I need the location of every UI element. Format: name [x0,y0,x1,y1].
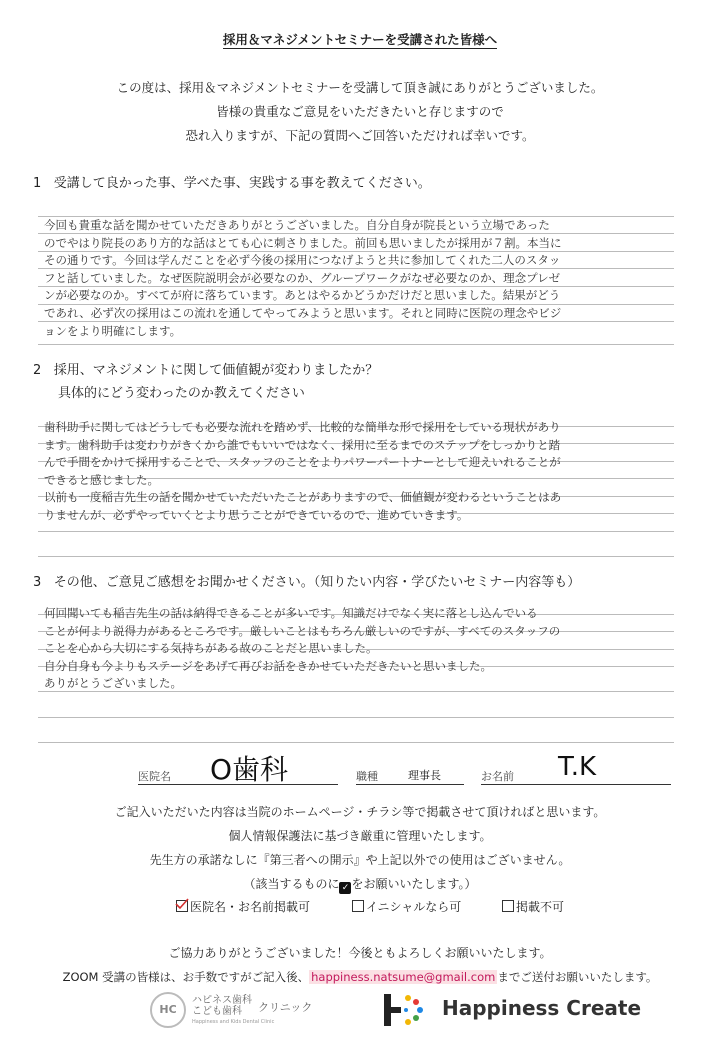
answer-1-line: その通りです。今回は学んだことを必ず今後の採用につなげようと共に参加してくれた二人のスタッ [44,253,561,268]
happiness-create-wordmark: Happiness Create [442,996,642,1020]
clinic-logo-line-2: こども歯科 [192,1006,242,1017]
answer-1-line: 今回も貴重な話を聞かせていただきありがとうございました。自分自身が院長という立場であった [44,218,550,232]
clinic-name-underline [138,784,338,785]
answer-3-line: 何回聞いても稲吉先生の話は納得できることが多いです。知識だけでなく実に落とし込んでいる [44,606,538,620]
clinic-logo-suffix: クリニック [258,1001,313,1014]
intro-line-1: この度は、採用＆マネジメントセミナーを受講して頂き誠にありがとうございました。 [116,80,604,95]
clinic-logo-tagline: Happiness and Kids Dental Clinic [192,1019,275,1025]
answer-1-line: フと話していました。なぜ医院説明会が必要なのか、グループワークがなぜ必要なのか、理念プレゼ [44,270,561,285]
answer-3-line: 自分自身も今よりもステージをあげて再びお話をきかせていただきたいと思いました。 [44,658,493,673]
answer-1-line: のでやはり院長のあり方的な話はとても心に刺さりました。前回も思いましたが採用が７割。本当に [44,235,562,250]
answer-1-line: であれ、必ず次の採用はこの流れを通してやってみようと思います。それと同時に医院の理念やビジ [44,306,562,320]
answer-2-line: できると感じました。 [44,472,159,487]
answer-2-line: んで手間をかけて採用することで、スタッフのことをよりパワーパートナーとして迎えいれることが [44,455,561,470]
answer-line [38,344,674,345]
answer-3-line: ことを心から大切にする気持ちがある故のことだと思いました。 [44,641,378,656]
check-instruction: （該当するものに ✓ をお願いいたします。） [243,877,477,893]
answer-1-line: ョンをより明確にします。 [44,323,182,338]
answer-3-line: ことが何より説得力があるところです。厳しいことはもちろん厳しいのですが、すべてのスタッフの [44,623,561,638]
option-initials-ok[interactable]: イニシャルなら可 [352,898,461,915]
answer-2-line: 以前も一度稲吉先生の話を聞かせていただいたことがありますので、価値観が変わるということはあ [44,490,562,505]
checkbox-checked-icon[interactable] [176,900,188,912]
intro-line-3: 恐れ入りますが、下記の質問へご回答いただければ幸いです。 [185,128,535,143]
answer-2-line: ます。歯科助手は変わりがきくから誰でもいいではなく、採用に至るまでのステップをしっかりと踏 [44,437,561,452]
name-value: T.K [558,752,597,782]
option-clinic-name-ok[interactable]: 医院名・お名前掲載可 [176,898,310,915]
question-3: 3 その他、ご意見ご感想をお聞かせください。（知りたい内容・学びたいセミナー内容等も） [33,575,581,590]
clinic-name-label: 医院名 [138,770,171,783]
clinic-logo [150,990,330,1030]
name-label: お名前 [481,770,514,783]
happiness-create-mark-icon [382,992,434,1028]
answer-1-line: ンが必要なのか。すべてが府に落ちています。あとはやるかどうかだけだと思いました。結果がどう [44,288,561,303]
email-link[interactable]: happiness.natsume@gmail.com [311,970,496,984]
answer-2-line: りませんが、必ずやっていくとより思うことができているので、進めていきます。 [44,508,469,522]
role-value: 理事長 [408,769,441,782]
notice-line-3: 先生方の承諾なしに『第三者への開示』や上記以外での使用はございません。 [149,853,571,867]
answer-line [38,717,674,718]
checkbox-icon[interactable] [352,900,364,912]
clinic-logo-line-1: ハピネス歯科 [192,995,252,1006]
notice-line-1: ご記入いただいた内容は当院のホームページ・チラシ等で掲載させて頂ければと思います。 [114,805,606,819]
intro-line-2: 皆様の貴重なご意見をいただきたいと存じますので [216,104,504,119]
page-title: 採用＆マネジメントセミナーを受講された皆様へ [222,32,498,47]
clinic-emblem-icon: HC [150,992,186,1028]
red-check-icon [175,898,189,910]
zoom-instruction: ZOOM 受講の皆様は、お手数ですがご記入後、 happiness.natsume@gmail.com までご送付お願いいたします。 [62,970,658,984]
option-not-allowed[interactable]: 掲載不可 [502,898,564,915]
checkbox-icon[interactable] [502,900,514,912]
answer-line [38,742,674,743]
role-underline [356,784,464,785]
role-label: 職種 [356,770,378,783]
name-underline [481,784,671,785]
answer-2-line: 歯科助手に関してはどうしても必要な流れを踏めず、比較的な簡単な形で採用をしている現状があり [44,420,561,434]
clinic-name-value: O歯科 [210,753,289,786]
closing-message: ご協力ありがとうございました！今後ともよろしくお願いいたします。 [168,946,552,960]
answer-line [38,531,674,532]
notice-line-2: 個人情報保護法に基づき厳重に管理いたします。 [228,829,492,843]
check-mark-icon: ✓ [339,882,351,894]
question-2-sub: 具体的にどう変わったのか教えてください [58,386,305,401]
answer-3-line: ありがとうございました。 [44,676,182,691]
question-2: 2 採用、マネジメントに関して価値観が変わりましたか？ [33,363,379,378]
happiness-create-logo [382,990,642,1030]
question-1: 1 受講して良かった事、学べた事、実践する事を教えてください。 [33,176,431,191]
answer-line [38,556,674,557]
